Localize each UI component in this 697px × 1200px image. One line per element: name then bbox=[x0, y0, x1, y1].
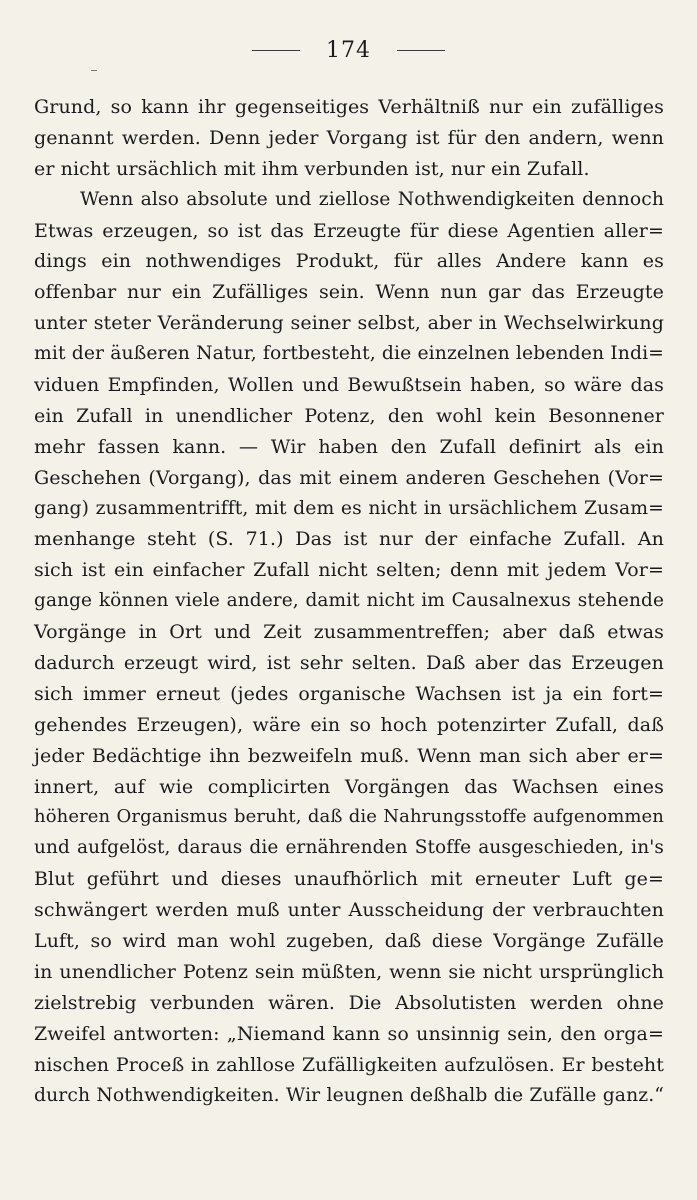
header-rule-right bbox=[397, 50, 445, 51]
text-line: viduen Empfinden, Wollen und Bewußtsein haben, so wäre das bbox=[34, 374, 664, 397]
text-line: jeder Bedächtige ihn bezweifeln muß. Wenn man sich aber er= bbox=[34, 744, 664, 767]
text-line: er nicht ursächlich mit ihm verbunden ist, nur ein Zufall. bbox=[34, 157, 590, 180]
text-line: nischen Proceß in zahllose Zufälligkeiten aufzulösen. Er besteht bbox=[34, 1053, 664, 1076]
text-line: Grund, so kann ihr gegenseitiges Verhältniß nur ein zufälliges bbox=[34, 96, 664, 118]
header-rule-left bbox=[252, 50, 300, 51]
text-line: innert, auf wie complicirten Vorgängen das Wachsen eines bbox=[34, 775, 664, 798]
text-line: offenbar nur ein Zufälliges sein. Wenn nun gar das Erzeugte bbox=[34, 281, 664, 304]
text-line: menhange steht (S. 71.) Das ist nur der einfache Zufall. An bbox=[34, 528, 664, 551]
text-line: genannt werden. Denn jeder Vorgang ist für den andern, wenn bbox=[34, 126, 664, 149]
text-line: Geschehen (Vorgang), das mit einem anderen Geschehen (Vor= bbox=[34, 466, 664, 489]
text-line: mit der äußeren Natur, fortbesteht, die einzelnen lebenden Indi= bbox=[34, 343, 664, 365]
print-mark bbox=[91, 70, 97, 71]
text-line: Zweifel antworten: „Niemand kann so unsinnig sein, den orga= bbox=[34, 1022, 664, 1045]
text-line: in unendlicher Potenz sein müßten, wenn sie nicht ursprünglich bbox=[34, 960, 664, 983]
text-line: sich ist ein einfacher Zufall nicht selten; denn mit jedem Vor= bbox=[34, 559, 664, 582]
text-line: ein Zufall in unendlicher Potenz, den wohl kein Besonnener bbox=[34, 404, 664, 427]
page-number: 174 bbox=[326, 38, 371, 63]
text-line: dings ein nothwendiges Produkt, für alles Andere kann es bbox=[34, 250, 664, 273]
text-line: schwängert werden muß unter Ausscheidung der verbrauchten bbox=[34, 899, 664, 922]
text-line: Blut geführt und dieses unaufhörlich mit erneuter Luft ge= bbox=[34, 868, 664, 891]
text-line: unter steter Veränderung seiner selbst, aber in Wechselwirkung bbox=[34, 312, 664, 335]
text-line: Luft, so wird man wohl zugeben, daß diese Vorgänge Zufälle bbox=[34, 930, 664, 953]
text-line: gange können viele andere, damit nicht im Causalnexus stehende bbox=[34, 590, 664, 612]
text-line: zielstrebig verbunden wären. Die Absolutisten werden ohne bbox=[34, 991, 664, 1014]
text-line: Wenn also absolute und ziellose Nothwendigkeiten dennoch bbox=[80, 188, 664, 210]
page-header bbox=[0, 38, 697, 63]
text-line: gehendes Erzeugen), wäre ein so hoch potenzirter Zufall, daß bbox=[34, 713, 664, 736]
text-line: durch Nothwendigkeiten. Wir leugnen deßhalb die Zufälle ganz.“ bbox=[34, 1084, 664, 1106]
text-line: gang) zusammentrifft, mit dem es nicht in ursächlichem Zusam= bbox=[34, 497, 664, 519]
text-line: und aufgelöst, daraus die ernährenden Stoffe ausgeschieden, in's bbox=[34, 837, 664, 859]
text-line: Vorgänge in Ort und Zeit zusammentreffen; aber daß etwas bbox=[34, 621, 664, 644]
body-text bbox=[34, 92, 664, 1111]
text-line: dadurch erzeugt wird, ist sehr selten. Daß aber das Erzeugen bbox=[34, 652, 664, 675]
text-line: sich immer erneut (jedes organische Wachsen ist ja ein fort= bbox=[34, 682, 664, 705]
text-line: mehr fassen kann. — Wir haben den Zufall definirt als ein bbox=[34, 435, 664, 458]
text-line: Etwas erzeugen, so ist das Erzeugte für diese Agentien aller= bbox=[34, 219, 664, 242]
text-line: höheren Organismus beruht, daß die Nahrungsstoffe aufgenommen bbox=[34, 806, 664, 828]
